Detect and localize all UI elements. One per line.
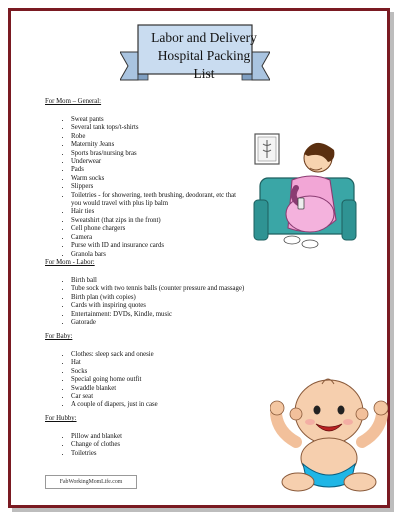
section-header: For Mom - Labor: [45, 259, 95, 266]
list-item: • Change of clothes [71, 441, 122, 449]
section-hubby [45, 415, 122, 458]
list-item: • Maternity Jeans [71, 141, 236, 149]
list-item: • Cards with inspiring quotes [71, 302, 244, 310]
list-item: • Slippers [71, 183, 236, 191]
list-item: • Toiletries [71, 450, 122, 458]
list-item: • Toiletries - for showering, teeth brushing, deodorant, etc that [71, 192, 236, 200]
list-item: • Camera [71, 234, 236, 242]
section-baby [45, 333, 158, 410]
list-item-continuation: you would travel with plus lip balm [71, 200, 169, 208]
item-list [45, 116, 236, 259]
list-item: • Several tank tops/t-shirts [71, 124, 236, 132]
list-item: • Entertainment: DVDs, Kindle, music [71, 311, 244, 319]
list-item: • Pads [71, 166, 236, 174]
list-item: • Car seat [71, 393, 158, 401]
list-item: • Granola bars [71, 251, 236, 259]
section-header: For Mom – General: [45, 98, 102, 105]
list-item: • Cell phone chargers [71, 225, 236, 233]
list-item: • Swaddle blanket [71, 385, 158, 393]
list-item: • Clothes: sleep sack and onesie [71, 351, 158, 359]
list-item: • Sports bras/nursing bras [71, 150, 236, 158]
section-header: For Baby: [45, 333, 73, 340]
baby-illustration [270, 372, 388, 496]
page-title [148, 29, 260, 83]
list-item: • Purse with ID and insurance cards [71, 242, 236, 250]
list-item: • A couple of diapers, just in case [71, 401, 158, 409]
title-line-1: Labor and Delivery [151, 30, 257, 45]
pregnant-mom-illustration [252, 128, 358, 252]
item-list [45, 351, 158, 410]
list-item: • Sweatshirt (that zips in the front) [71, 217, 236, 225]
item-list [45, 433, 122, 458]
list-item: • Tube sock with two tennis balls (counter pressure and massage) [71, 285, 244, 293]
list-item: • Sweat pants [71, 116, 236, 124]
list-item: • Warm socks [71, 175, 236, 183]
list-item: • Special going home outfit [71, 376, 158, 384]
list-item: • Gatorade [71, 319, 244, 327]
section-header: For Hubby: [45, 415, 77, 422]
footer-website: FabWorkingMomLife.com [45, 475, 137, 489]
list-item: • Socks [71, 368, 158, 376]
list-item: • Hair ties [71, 208, 236, 216]
section-mom-general [45, 98, 236, 259]
list-item: • Hat [71, 359, 158, 367]
list-item: • Underwear [71, 158, 236, 166]
item-list [45, 277, 244, 327]
title-line-2: Hospital Packing List [157, 48, 251, 81]
list-item: • Birth ball [71, 277, 244, 285]
section-mom-labor [45, 259, 244, 327]
list-item: • Birth plan (with copies) [71, 294, 244, 302]
list-item: • Pillow and blanket [71, 433, 122, 441]
list-item: • Robe [71, 133, 236, 141]
